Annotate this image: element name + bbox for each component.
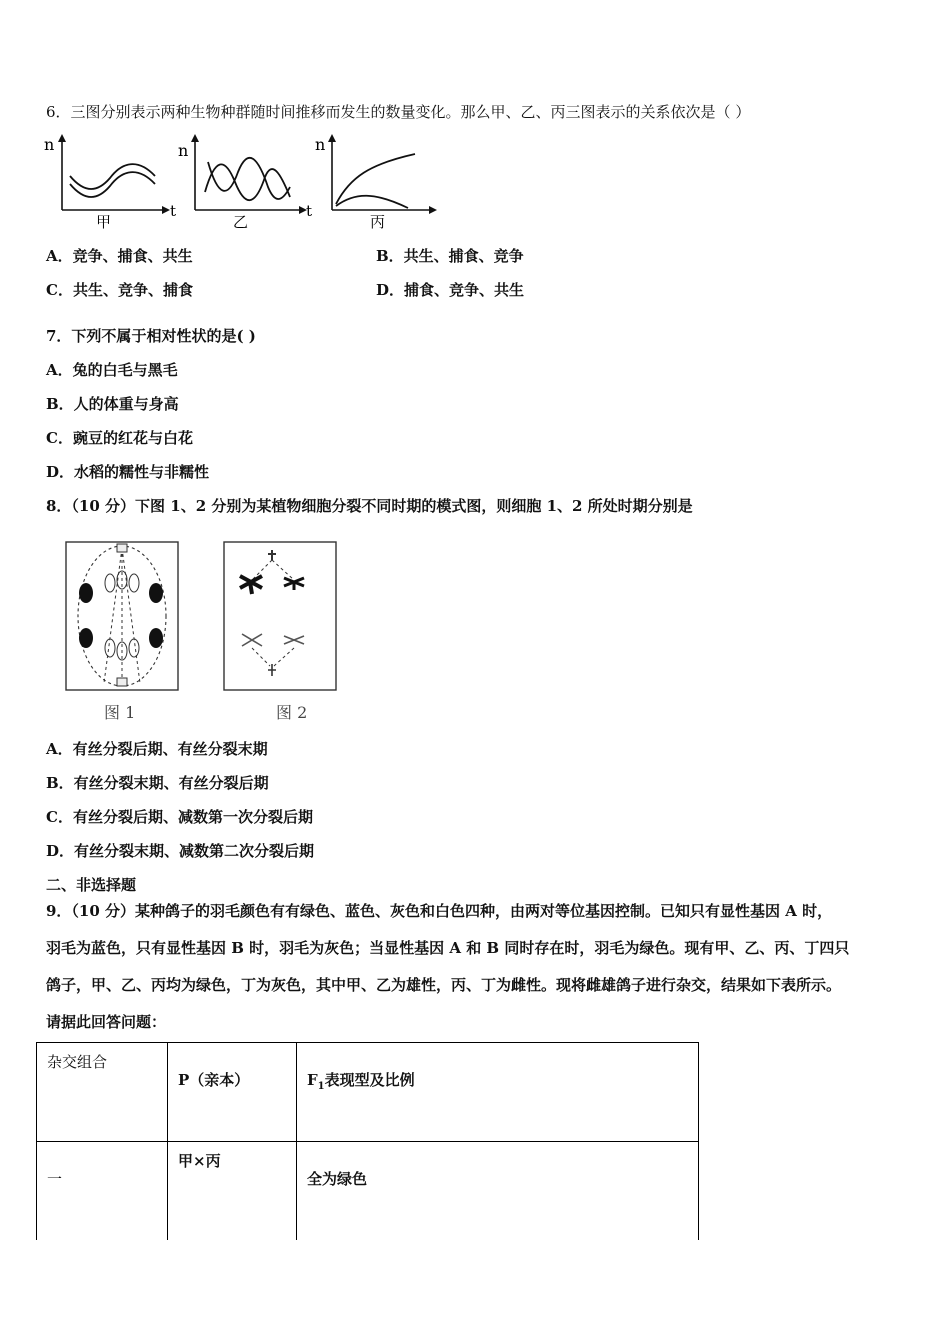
graph-bing-n: n [315, 135, 326, 154]
q7-option-d[interactable]: D．水稻的糯性与非糯性 [46, 463, 210, 481]
q8-figure-2 [222, 538, 340, 724]
graph-yi-t: t [306, 202, 313, 220]
q8-option-a[interactable]: A．有丝分裂后期、有丝分裂末期 [46, 740, 268, 758]
graph-jia-t: t [170, 202, 177, 220]
table-row [37, 1142, 699, 1241]
q8-option-d[interactable]: D．有丝分裂末期、减数第二次分裂后期 [46, 842, 315, 860]
header-f1-sub: 1 [317, 1081, 325, 1092]
q9-line-1: 9．（10 分）某种鸽子的羽毛颜色有有绿色、蓝色、灰色和白色四种，由两对等位基因控制。已知只有显性基因 A 时， [46, 902, 833, 920]
q7-option-c[interactable]: C．豌豆的红花与白花 [46, 429, 193, 447]
q6-option-a[interactable]: A．竞争、捕食、共生 [46, 247, 193, 265]
q8-figure-1 [64, 538, 182, 724]
graph-jia [44, 134, 176, 231]
section-2-title: 二、非选择题 [46, 876, 137, 894]
header-f1 [297, 1043, 699, 1142]
figure-2-label: 图 2 [276, 703, 308, 722]
header-f1-letter: F [307, 1071, 318, 1089]
q6-option-c[interactable]: C．共生、竞争、捕食 [46, 281, 193, 299]
q8-stem: 8．（10 分）下图 1、2 分别为某植物细胞分裂不同时期的模式图，则细胞 1、2 所处时期分别是 [46, 497, 693, 515]
q9-cross-table [36, 1042, 699, 1240]
q8-option-b[interactable]: B．有丝分裂末期、有丝分裂后期 [46, 774, 269, 792]
q6-option-b[interactable]: B．共生、捕食、竞争 [376, 247, 524, 265]
q6-stem: 6．三图分别表示两种生物种群随时间推移而发生的数量变化。那么甲、乙、丙三图表示的关系依次是（ ） [46, 103, 751, 121]
q7-stem: 7．下列不属于相对性状的是( ) [46, 327, 256, 345]
graph-bing [315, 134, 437, 231]
graph-jia-label: 甲 [96, 213, 112, 231]
graph-bing-label: 丙 [370, 213, 386, 231]
row-1-result: 全为绿色 [297, 1142, 699, 1241]
figure-1-label: 图 1 [104, 703, 136, 722]
q6-option-d[interactable]: D．捕食、竞争、共生 [376, 281, 525, 299]
q7-option-b[interactable]: B．人的体重与身高 [46, 395, 179, 413]
q9-line-4: 请据此回答问题： [46, 1013, 167, 1031]
graph-yi [178, 134, 312, 231]
header-cross-combo: 杂交组合 [37, 1043, 168, 1142]
q7-option-a[interactable]: A．兔的白毛与黑毛 [46, 361, 178, 379]
header-parents: P（亲本） [168, 1043, 297, 1142]
header-f1-rest: 表现型及比例 [324, 1071, 415, 1089]
q6-graphs [40, 132, 445, 232]
row-1-parents: 甲×丙 [168, 1142, 297, 1241]
q9-line-2: 羽毛为蓝色，只有显性基因 B 时，羽毛为灰色；当显性基因 A 和 B 同时存在时，羽毛为绿色。现有甲、乙、丙、丁四只 [46, 939, 850, 957]
graph-yi-n: n [178, 141, 189, 160]
q8-option-c[interactable]: C．有丝分裂后期、减数第一次分裂后期 [46, 808, 313, 826]
q9-line-3: 鸽子，甲、乙、丙均为绿色，丁为灰色，其中甲、乙为雄性，丙、丁为雌性。现将雌雄鸽子进行杂交，结果如下表所示。 [46, 976, 842, 994]
row-1-combo: 一 [37, 1142, 168, 1241]
table-header-row [37, 1043, 699, 1142]
graph-yi-label: 乙 [233, 213, 249, 231]
graph-jia-n: n [44, 135, 55, 154]
